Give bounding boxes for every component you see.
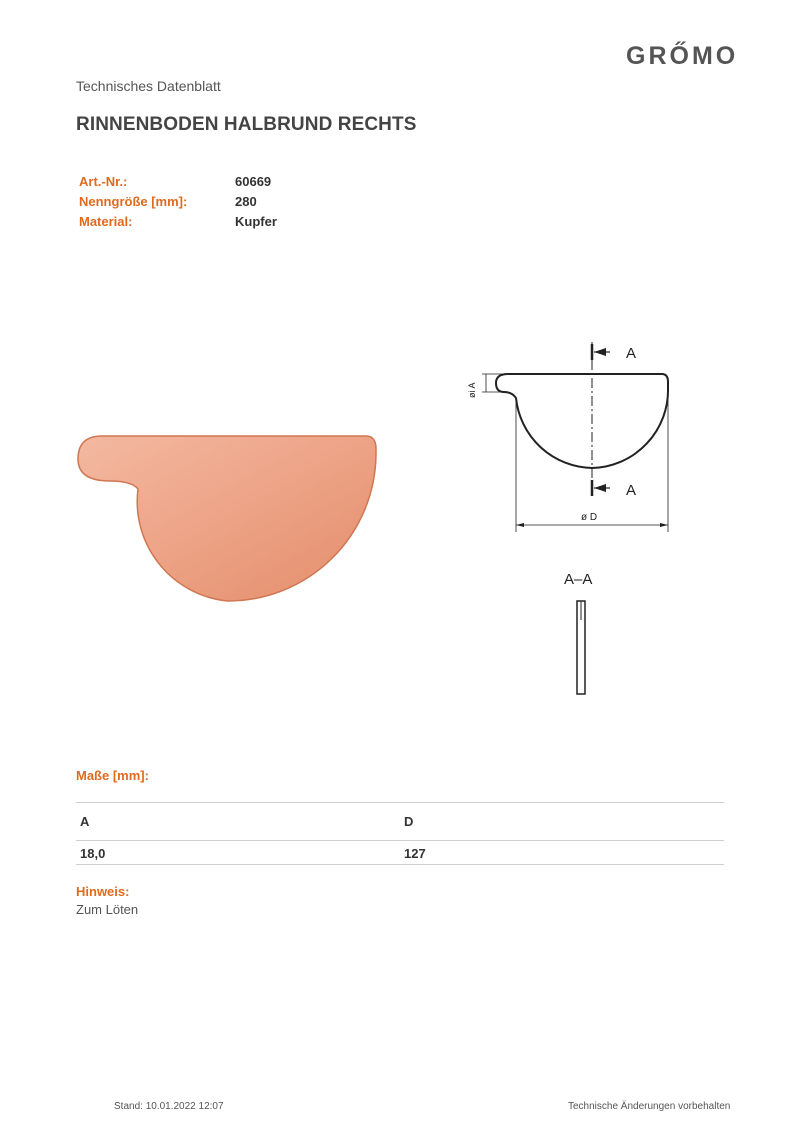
spec-label: Nenngröße [mm]:	[79, 194, 188, 209]
table-divider	[76, 864, 724, 865]
section-marker-bottom: A	[626, 482, 637, 499]
technical-drawing-section	[560, 568, 610, 700]
column-header-a: A	[80, 814, 90, 829]
gromo-logo	[626, 40, 766, 70]
note-heading: Hinweis:	[76, 884, 130, 899]
spec-value: 60669	[235, 174, 272, 189]
footer-date: Stand: 10.01.2022 12:07	[114, 1101, 224, 1112]
spec-value: Kupfer	[235, 214, 277, 229]
spec-label: Art.-Nr.:	[79, 174, 128, 189]
table-divider	[76, 802, 724, 803]
product-title: RINNENBODEN HALBRUND RECHTS	[76, 114, 417, 135]
logo-text: GRŐMO	[626, 42, 739, 70]
spec-value: 280	[235, 194, 257, 209]
dim-outer-label: ø D	[581, 512, 598, 523]
note-text: Zum Löten	[76, 902, 139, 917]
section-label: A–A	[564, 571, 593, 588]
table-cell-a: 18,0	[80, 846, 106, 861]
document-type: Technisches Datenblatt	[76, 78, 221, 94]
table-divider	[76, 840, 724, 841]
spec-label: Material:	[79, 214, 133, 229]
product-image	[70, 425, 390, 615]
technical-drawing-front	[460, 338, 690, 538]
table-cell-d: 127	[404, 846, 426, 861]
footer-disclaimer: Technische Änderungen vorbehalten	[568, 1101, 731, 1112]
column-header-d: D	[404, 814, 414, 829]
dim-inner-label: øi A	[467, 382, 477, 398]
section-marker-top: A	[626, 345, 637, 362]
dimensions-heading: Maße [mm]:	[76, 768, 149, 783]
